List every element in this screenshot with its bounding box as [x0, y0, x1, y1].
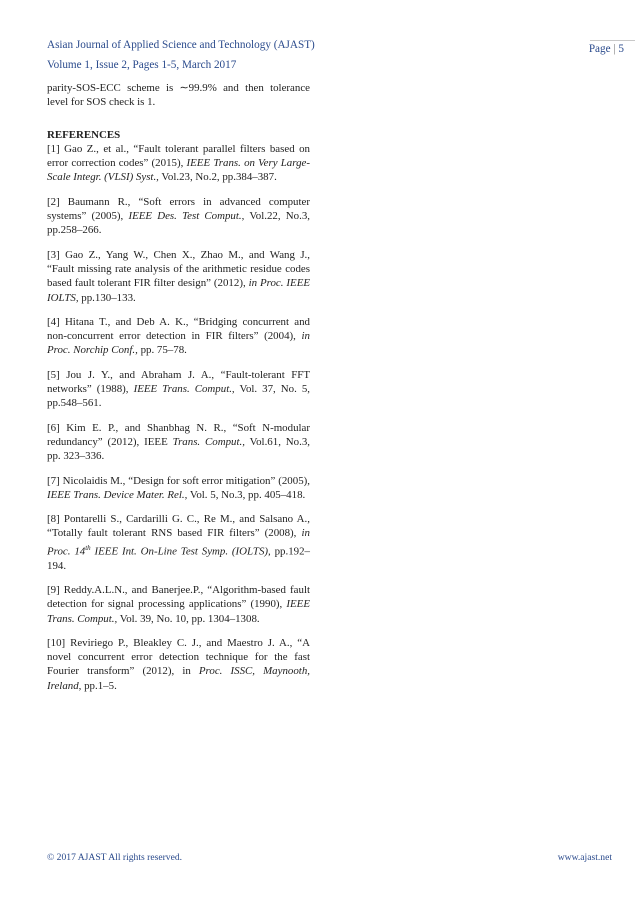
issue-info: Volume 1, Issue 2, Pages 1-5, March 2017	[47, 59, 237, 71]
references-heading: REFERENCES	[47, 128, 121, 141]
page-separator: |	[613, 43, 616, 55]
reference-item: [8] Pontarelli S., Cardarilli G. C., Re M., and Salsano A., “Totally fault tolerant RNS based FIR filters” (2008), in Proc. 14th IEEE Int. On-Line Test Symp. (IOLTS), pp.192–194.	[47, 513, 310, 572]
reference-item: [1] Gao Z., et al., “Fault tolerant parallel filters based on error correction codes” (2015), IEEE Trans. on Very Large-Scale Integr. (VLSI) Syst., Vol.23, No.2, pp.384–387.	[47, 142, 310, 184]
reference-item: [10] Reviriego P., Bleakley C. J., and Maestro J. A., “A novel concurrent error detection technique for the fast Fourier transform” (2012), in Proc. ISSC, Maynooth, Ireland, pp.1–5.	[47, 636, 310, 692]
website-link[interactable]: www.ajast.net	[557, 852, 612, 863]
page-number	[589, 42, 624, 56]
page-label: Page	[588, 43, 611, 55]
reference-item: [9] Reddy.A.L.N., and Banerjee.P., “Algorithm-based fault detection for signal processing applications” (1990), IEEE Trans. Comput., Vol. 39, No. 10, pp. 1304–1308.	[47, 583, 310, 625]
header-rule	[590, 40, 635, 41]
page-number-value: 5	[618, 43, 624, 55]
reference-item: [4] Hitana T., and Deb A. K., “Bridging concurrent and non-concurrent error detection in FIR filters” (2004), in Proc. Norchip Conf., pp. 75–78.	[47, 315, 310, 357]
reference-item: [2] Baumann R., “Soft errors in advanced computer systems” (2005), IEEE Des. Test Comput., Vol.22, No.3, pp.258–266.	[47, 195, 310, 237]
reference-item: [3] Gao Z., Yang W., Chen X., Zhao M., and Wang J., “Fault missing rate analysis of the arithmetic residue codes based fault tolerant FIR filter design” (2012), in Proc. IEEE IOLTS, pp.130–133.	[47, 248, 310, 304]
intro-paragraph: parity-SOS-ECC scheme is ∼99.9% and then tolerance level for SOS check is 1.	[47, 82, 310, 109]
reference-item: [6] Kim E. P., and Shanbhag N. R., “Soft N-modular redundancy” (2012), IEEE Trans. Comput., Vol.61, No.3, pp. 323–336.	[47, 421, 310, 463]
journal-title: Asian Journal of Applied Science and Technology (AJAST)	[47, 39, 315, 51]
reference-item: [5] Jou J. Y., and Abraham J. A., “Fault-tolerant FFT networks” (1988), IEEE Trans. Comput., Vol. 37, No. 5, pp.548–561.	[47, 368, 311, 410]
reference-item: [7] Nicolaidis M., “Design for soft error mitigation” (2005), IEEE Trans. Device Mater. Rel., Vol. 5, No.3, pp. 405–418.	[47, 474, 310, 501]
article-body	[47, 81, 310, 703]
copyright-notice: © 2017 AJAST All rights reserved.	[47, 852, 183, 863]
